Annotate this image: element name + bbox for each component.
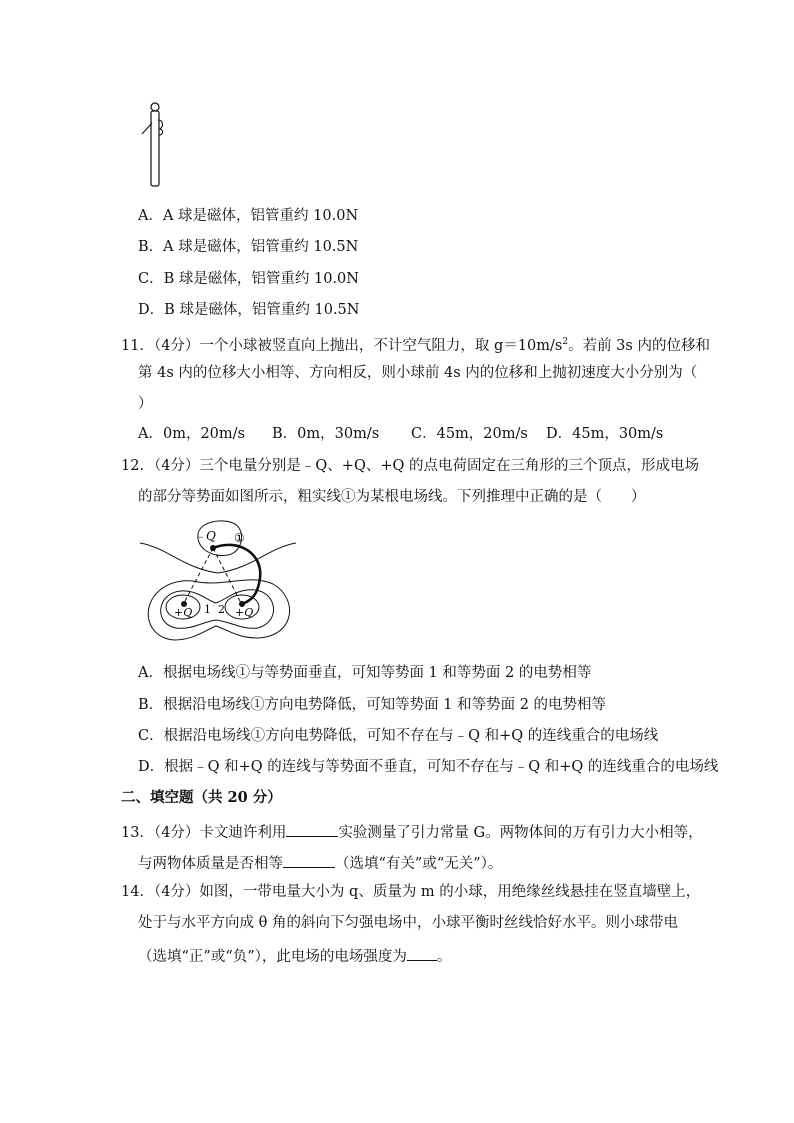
q13-blank-1[interactable] — [286, 820, 338, 837]
q13-stem-line2 — [138, 851, 502, 874]
q11-options — [138, 424, 678, 444]
q12-stem-line2: 的部分等势面如图所示，粗实线①为某根电场线。下列推理中正确的是（ ） — [138, 489, 646, 505]
q11-stem-line1 — [121, 332, 710, 356]
label-neg-q: ﹣Q — [194, 529, 216, 543]
aluminum-tube-figure — [140, 98, 180, 190]
q13-text-c: 与两物体质量是否相等 — [138, 856, 283, 872]
q11-option-b[interactable]: B．0m，30m/s — [272, 426, 380, 442]
label-pos-q-right: +Q — [235, 606, 254, 619]
dashed-line-negq-to-right — [213, 548, 241, 603]
equipotential-figure — [138, 518, 298, 650]
q10-option-a[interactable]: A．A 球是磁体，铝管重约 10.0N — [138, 208, 359, 224]
q12-option-c[interactable]: C．根据沿电场线①方向电势降低，可知不存在与﹣Q 和+Q 的连线重合的电场线 — [138, 728, 659, 744]
label-pos-q-left: +Q — [174, 606, 193, 619]
q13-text-a: 13．（4分）卡文迪许利用 — [121, 825, 287, 841]
q14-text-b: 。 — [436, 949, 452, 965]
q12-stem-line1: 12．（4分）三个电量分别是﹣Q、+Q、+Q 的点电荷固定在三角形的三个顶点，形成电场 — [121, 458, 699, 474]
q11-option-a[interactable]: A．0m，20m/s — [138, 426, 245, 442]
q12-option-a[interactable]: A．根据电场线①与等势面垂直，可知等势面 1 和等势面 2 的电势相等 — [138, 665, 592, 681]
q13-stem-line1 — [121, 820, 703, 843]
q14-blank-1[interactable] — [407, 944, 437, 961]
q14-stem-line1: 14．（4分）如图，一带电量大小为 q、质量为 m 的小球，用绝缘丝线悬挂在竖直墙壁上， — [121, 884, 701, 900]
q11-exponent: 2 — [562, 337, 569, 347]
aluminum-tube — [151, 111, 159, 186]
q10-option-c[interactable]: C．B 球是磁体，铝管重约 10.0N — [138, 271, 359, 287]
q13-blank-2[interactable] — [283, 851, 335, 868]
label-field-line-marker: ① — [234, 531, 245, 545]
q11-stem-line3: ） — [138, 396, 153, 412]
q13-text-d: （选填“有关”或“无关”）。 — [335, 856, 503, 872]
q11-option-d[interactable]: D．45m，30m/s — [546, 426, 664, 442]
section-fill-in-heading: 二、填空题（共 20 分） — [121, 789, 282, 806]
q11-text-a: 11．（4分）一个小球被竖直向上抛出，不计空气阻力，取 g＝10m/s — [121, 337, 563, 354]
q10-option-d[interactable]: D．B 球是磁体，铝管重约 10.5N — [138, 302, 360, 318]
q10-option-b[interactable]: B．A 球是磁体，铝管重约 10.5N — [138, 239, 359, 255]
q11-text-b: 。若前 3s 内的位移和 — [568, 337, 710, 354]
q12-option-d[interactable]: D．根据﹣Q 和+Q 的连线与等势面不垂直，可知不存在与﹣Q 和+Q 的连线重合的电场线 — [138, 759, 719, 775]
q12-option-b[interactable]: B．根据沿电场线①方向电势降低，可知等势面 1 和等势面 2 的电势相等 — [138, 697, 607, 713]
label-surface-1: 1 — [204, 603, 211, 616]
q14-text-a: （选填“正”或“负”），此电场的电场强度为 — [138, 949, 407, 965]
q14-stem-line2: 处于与水平方向成 θ 角的斜向下匀强电场中，小球平衡时丝线恰好水平。则小球带电 — [138, 915, 678, 931]
q11-option-c[interactable]: C．45m，20m/s — [411, 426, 528, 442]
q11-stem-line2: 第 4s 内的位移大小相等、方向相反，则小球前 4s 内的位移和上抛初速度大小分别为（ — [138, 365, 698, 381]
q14-stem-line3 — [138, 944, 451, 967]
label-surface-2: 2 — [218, 603, 225, 616]
q13-text-b: 实验测量了引力常量 G。两物体间的万有引力大小相等， — [338, 825, 703, 841]
neg-charge-dot — [210, 545, 216, 551]
ball-on-top — [151, 103, 159, 111]
